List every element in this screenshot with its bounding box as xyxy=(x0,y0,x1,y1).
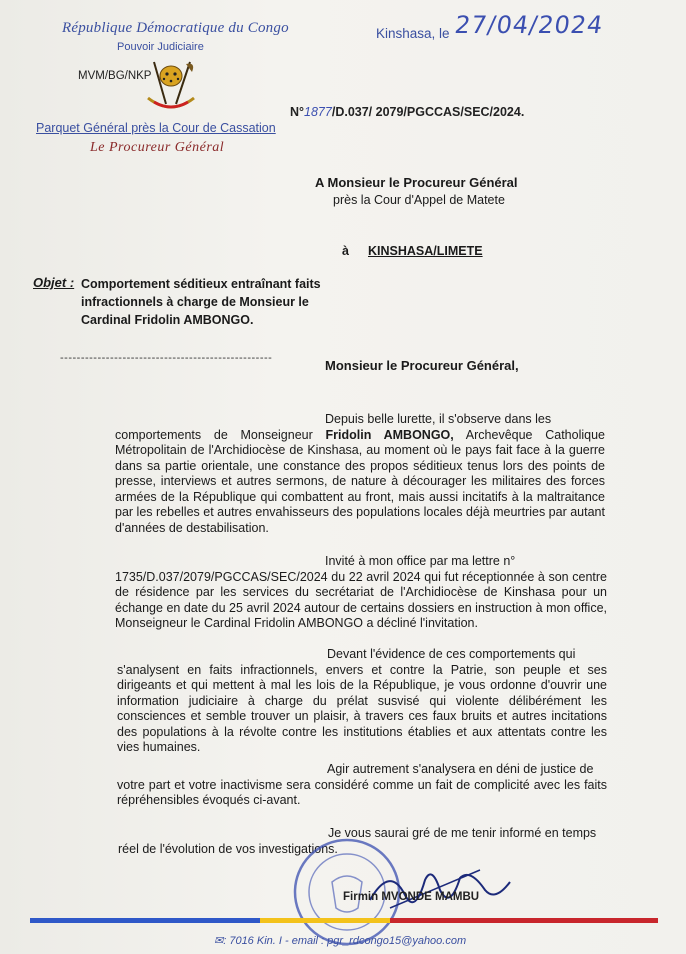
body-paragraph-4 xyxy=(117,762,607,809)
addressee-a: à xyxy=(342,244,349,258)
paragraph-1-name: Fridolin AMBONGO, xyxy=(325,427,454,442)
paragraph-3-rest: s'analysent en faits infractionnels, envers et contre la Patrie, son peuple et ses dirigeants et qui mettent à mal les lois de la République, je vous ordonne d'ouvrir une information judiciaire à charge du prélat susvisé qui violente délibérément les consciences et semble trouver un plaisir, à travers ces faux bruits et autres incitations des populations à la révolte contre les institutions établies et aux attentats contre les vies humaines. xyxy=(117,662,607,754)
subject-text: Comportement séditieux entraînant faits infractionnels à charge de Monsieur le Cardinal Fridolin AMBONGO. xyxy=(81,277,321,327)
handwritten-signature xyxy=(360,860,520,920)
judicial-power-label: Pouvoir Judiciaire xyxy=(117,41,204,53)
handwritten-date: 27/04/2024 xyxy=(453,11,606,39)
paragraph-2-first-line: Invité à mon office par ma lettre n° xyxy=(325,554,516,568)
parquet-heading: Parquet Général près la Cour de Cassation xyxy=(36,121,276,135)
body-paragraph-1 xyxy=(115,412,605,536)
city-label: Kinshasa, le xyxy=(376,26,450,41)
addressee-line-1: A Monsieur le Procureur Général xyxy=(315,175,518,190)
republic-heading: République Démocratique du Congo xyxy=(62,20,289,36)
signatory-name: Firmin MVONDE MAMBU xyxy=(343,891,480,903)
paragraph-2-rest: 1735/D.037/2079/PGCCAS/SEC/2024 du 22 avril 2024 qui fut réceptionnée à son centre de résidence par les services du secrétariat de l'Archidiocèse de Kinshasa pour un échange en date du 25 avril 2024 autour de certains dossiers en instruction à mon office, Monseigneur le Cardinal Fridolin AMBONGO a décliné l'invitation. xyxy=(115,569,607,630)
body-paragraph-3 xyxy=(117,647,607,756)
addressee-line-2: près la Cour d'Appel de Matete xyxy=(333,193,505,207)
paragraph-1-pre: comportements de Monseigneur xyxy=(115,427,326,442)
paragraph-1-rest: Archevêque Catholique Métropolitain de l'Archidiocèse de Kinshasa, au moment où le pays fait face à la guerre dans sa partie orientale, une constance des propos séditieux tenus lors des points de presse, interviews et autres sermons, de nature à décourager les militaires des forces armées de la République qui combattent au front, mais aussi incitatifs à la maltraitance par les rebelles et autres envahisseurs des populations locales déjà meurtries par autant d'années de destabilisation. xyxy=(115,427,605,535)
flag-color-band xyxy=(30,918,658,923)
paragraph-5-first-line: Je vous saurai gré de me tenir informé en temps xyxy=(328,826,597,840)
footer-contact: ✉: 7016 Kin. I - email : pgr_rdcongo15@yahoo.com xyxy=(214,935,467,947)
paragraph-4-rest: votre part et votre inactivisme sera considéré comme un fait de complicité avec les faits répréhensibles évoqués ci-avant. xyxy=(117,777,607,807)
number-prefix: N° xyxy=(290,105,305,119)
salutation: Monsieur le Procureur Général, xyxy=(325,358,519,373)
coat-of-arms-emblem xyxy=(140,58,202,114)
handwritten-number: 1877 xyxy=(304,105,332,119)
paragraph-4-first-line: Agir autrement s'analysera en déni de justice de xyxy=(327,762,594,776)
paragraph-5-rest: réel de l'évolution de vos investigations. xyxy=(118,841,338,856)
body-paragraph-2 xyxy=(115,554,607,632)
prosecutor-title: Le Procureur Général xyxy=(90,140,225,155)
reference-code: MVM/BG/NKP xyxy=(78,70,152,82)
paragraph-1-first-line: Depuis belle lurette, il s'observe dans les xyxy=(325,412,552,426)
letter-number xyxy=(290,105,524,119)
addressee-city: KINSHASA/LIMETE xyxy=(368,244,483,258)
number-suffix: /D.037/ 2079/PGCCAS/SEC/2024. xyxy=(331,105,525,119)
subject-label: Objet : xyxy=(33,275,75,290)
paragraph-3-first-line: Devant l'évidence de ces comportements qui xyxy=(327,647,576,661)
separator-dashes: --------------------------------------------------- xyxy=(60,352,273,364)
